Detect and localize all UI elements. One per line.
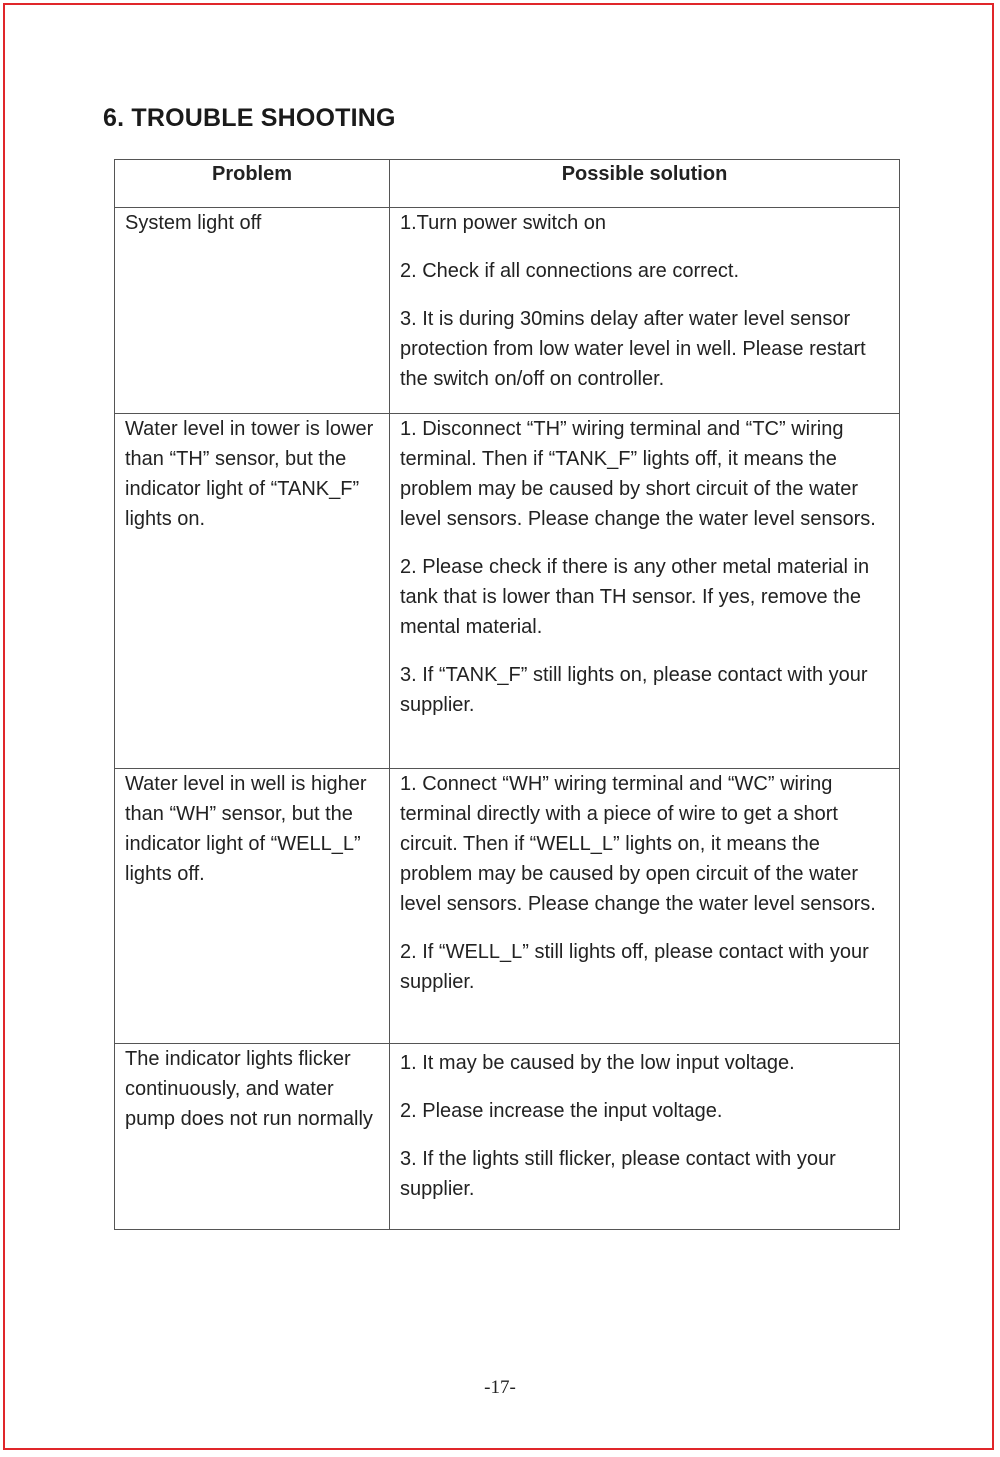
column-header-solution: Possible solution [390,160,900,208]
solution-step: 2. Please increase the input voltage. [400,1100,723,1122]
solution-step: 3. If “TANK_F” still lights on, please contact with your supplier. [400,664,868,716]
solution-cell [390,769,900,1044]
solution-cell [390,1044,900,1230]
troubleshooting-table [114,159,900,1230]
solution-step: 2. Please check if there is any other metal material in tank that is lower than TH sensor. If yes, remove the mental material. [400,556,870,638]
solution-step: 2. Check if all connections are correct. [400,260,740,282]
table-header-row [115,160,900,208]
table-row [115,414,900,769]
problem-cell: System light off [115,208,390,414]
table-row [115,208,900,414]
solution-step: 3. If the lights still flicker, please contact with your supplier. [400,1148,836,1200]
solution-step: 1. Disconnect “TH” wiring terminal and “TC” wiring terminal. Then if “TANK_F” lights off, it means the problem may be caused by short circuit of the water level sensors. Please change the water level sensors. [400,418,876,530]
table-row [115,769,900,1044]
solution-step: 3. It is during 30mins delay after water level sensor protection from low water level in well. Please restart the switch on/off on controller. [400,308,866,390]
solution-step: 1. It may be caused by the low input voltage. [400,1052,795,1074]
problem-cell: The indicator lights flicker continuously, and water pump does not run normally [115,1044,390,1230]
section-heading: 6. TROUBLE SHOOTING [103,104,396,132]
table-row [115,1044,900,1230]
solution-step: 2. If “WELL_L” still lights off, please contact with your supplier. [400,941,869,993]
solution-cell [390,208,900,414]
problem-cell: Water level in well is higher than “WH” sensor, but the indicator light of “WELL_L” lights off. [115,769,390,1044]
page-number: -17- [484,1377,516,1398]
solution-step: 1.Turn power switch on [400,212,607,234]
solution-step: 1. Connect “WH” wiring terminal and “WC” wiring terminal directly with a piece of wire to get a short circuit. Then if “WELL_L” lights on, it means the problem may be caused by open circuit of the water level sensors. Please change the water level sensors. [400,773,876,915]
column-header-problem: Problem [115,160,390,208]
solution-cell [390,414,900,769]
problem-cell: Water level in tower is lower than “TH” sensor, but the indicator light of “TANK_F” lights on. [115,414,390,769]
